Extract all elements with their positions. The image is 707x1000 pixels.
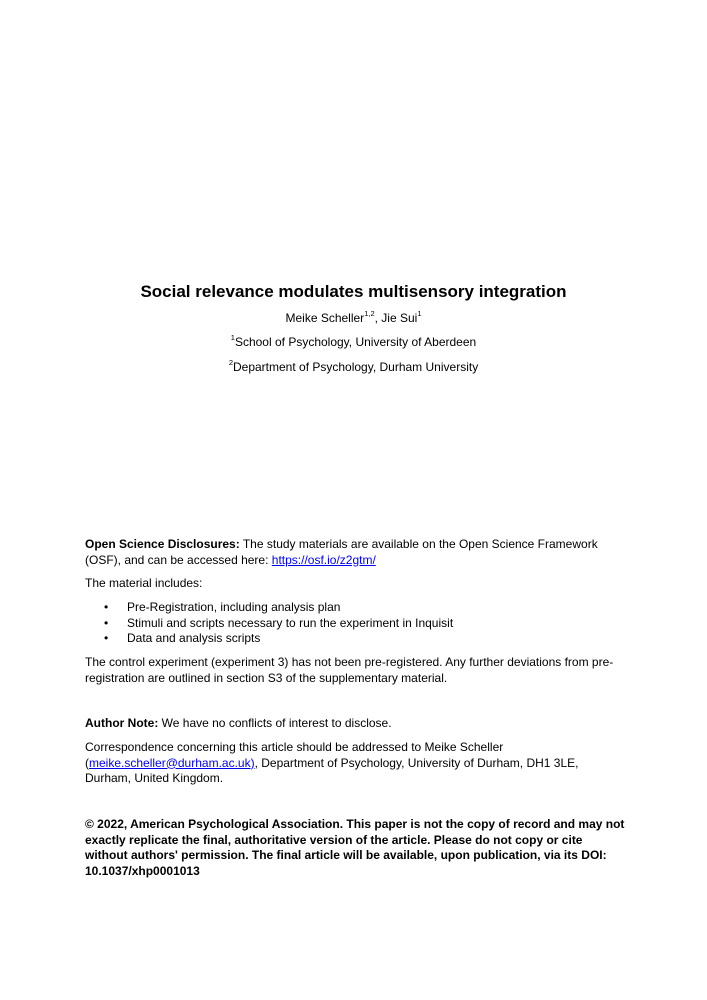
control-experiment-note: The control experiment (experiment 3) has not been pre-registered. Any further deviations from pre-registration are outlined in section S3 of the supplementary material. — [85, 655, 614, 685]
correspondence-paragraph — [85, 740, 625, 787]
author-2-affiliation-marker: 1 — [417, 309, 422, 318]
author-line — [0, 310, 707, 326]
affiliation-line-1 — [0, 334, 707, 350]
materials-list — [85, 600, 453, 647]
bullet-icon: • — [104, 615, 109, 630]
material-item-text: Data and analysis scripts — [127, 631, 261, 645]
copyright-notice: © 2022, American Psychological Association. This paper is not the copy of record and may not exactly replicate the final, authoritative version of the article. Please do not copy or cite without authors' permission. The final article will be available, upon publication, via its DOI: 10.1037/xhp0001013 — [85, 817, 625, 878]
affiliation-marker-2: 2 — [228, 358, 233, 367]
author-1-affiliation-marker: 1,2 — [364, 309, 375, 318]
list-item — [85, 631, 453, 647]
open-science-text: The study materials are available on the Open Science Framework (OSF), and can be accessed here: — [85, 537, 598, 567]
affiliation-text-2: Department of Psychology, Durham University — [232, 360, 479, 374]
bullet-icon: • — [104, 631, 109, 645]
author-name-2: Jie Sui — [381, 311, 418, 325]
open-science-label: Open Science Disclosures: — [85, 537, 240, 551]
correspondence-post-text: , Department of Psychology, University of Durham, DH1 3LE, Durham, United Kingdom. — [85, 755, 579, 785]
paper-title: Social relevance modulates multisensory integration — [140, 282, 567, 301]
material-item-text: Pre-Registration, including analysis plan — [127, 600, 341, 614]
author-note-text: We have no conflicts of interest to disclose. — [158, 716, 392, 730]
material-item-text: Stimuli and scripts necessary to run the experiment in Inquisit — [127, 615, 454, 630]
author-separator: , — [374, 311, 382, 325]
correspondence-pre-text: Correspondence concerning this article should be addressed to Meike Scheller ( — [85, 740, 504, 770]
material-intro: The material includes: — [85, 576, 203, 590]
open-science-paragraph — [85, 537, 625, 568]
bullet-icon: • — [104, 600, 109, 614]
list-item — [85, 616, 453, 632]
list-item — [85, 600, 453, 616]
affiliation-line-2 — [0, 359, 707, 375]
affiliation-marker-1: 1 — [230, 333, 235, 342]
author-note-paragraph — [85, 716, 625, 732]
author-name-1: Meike Scheller — [285, 311, 365, 325]
email-link[interactable]: meike.scheller@durham.ac.uk) — [89, 755, 255, 770]
author-note-label: Author Note: — [85, 716, 159, 730]
affiliation-text-1: School of Psychology, University of Aberdeen — [234, 335, 477, 349]
osf-link[interactable]: https://osf.io/z2gtm/ — [271, 552, 376, 567]
